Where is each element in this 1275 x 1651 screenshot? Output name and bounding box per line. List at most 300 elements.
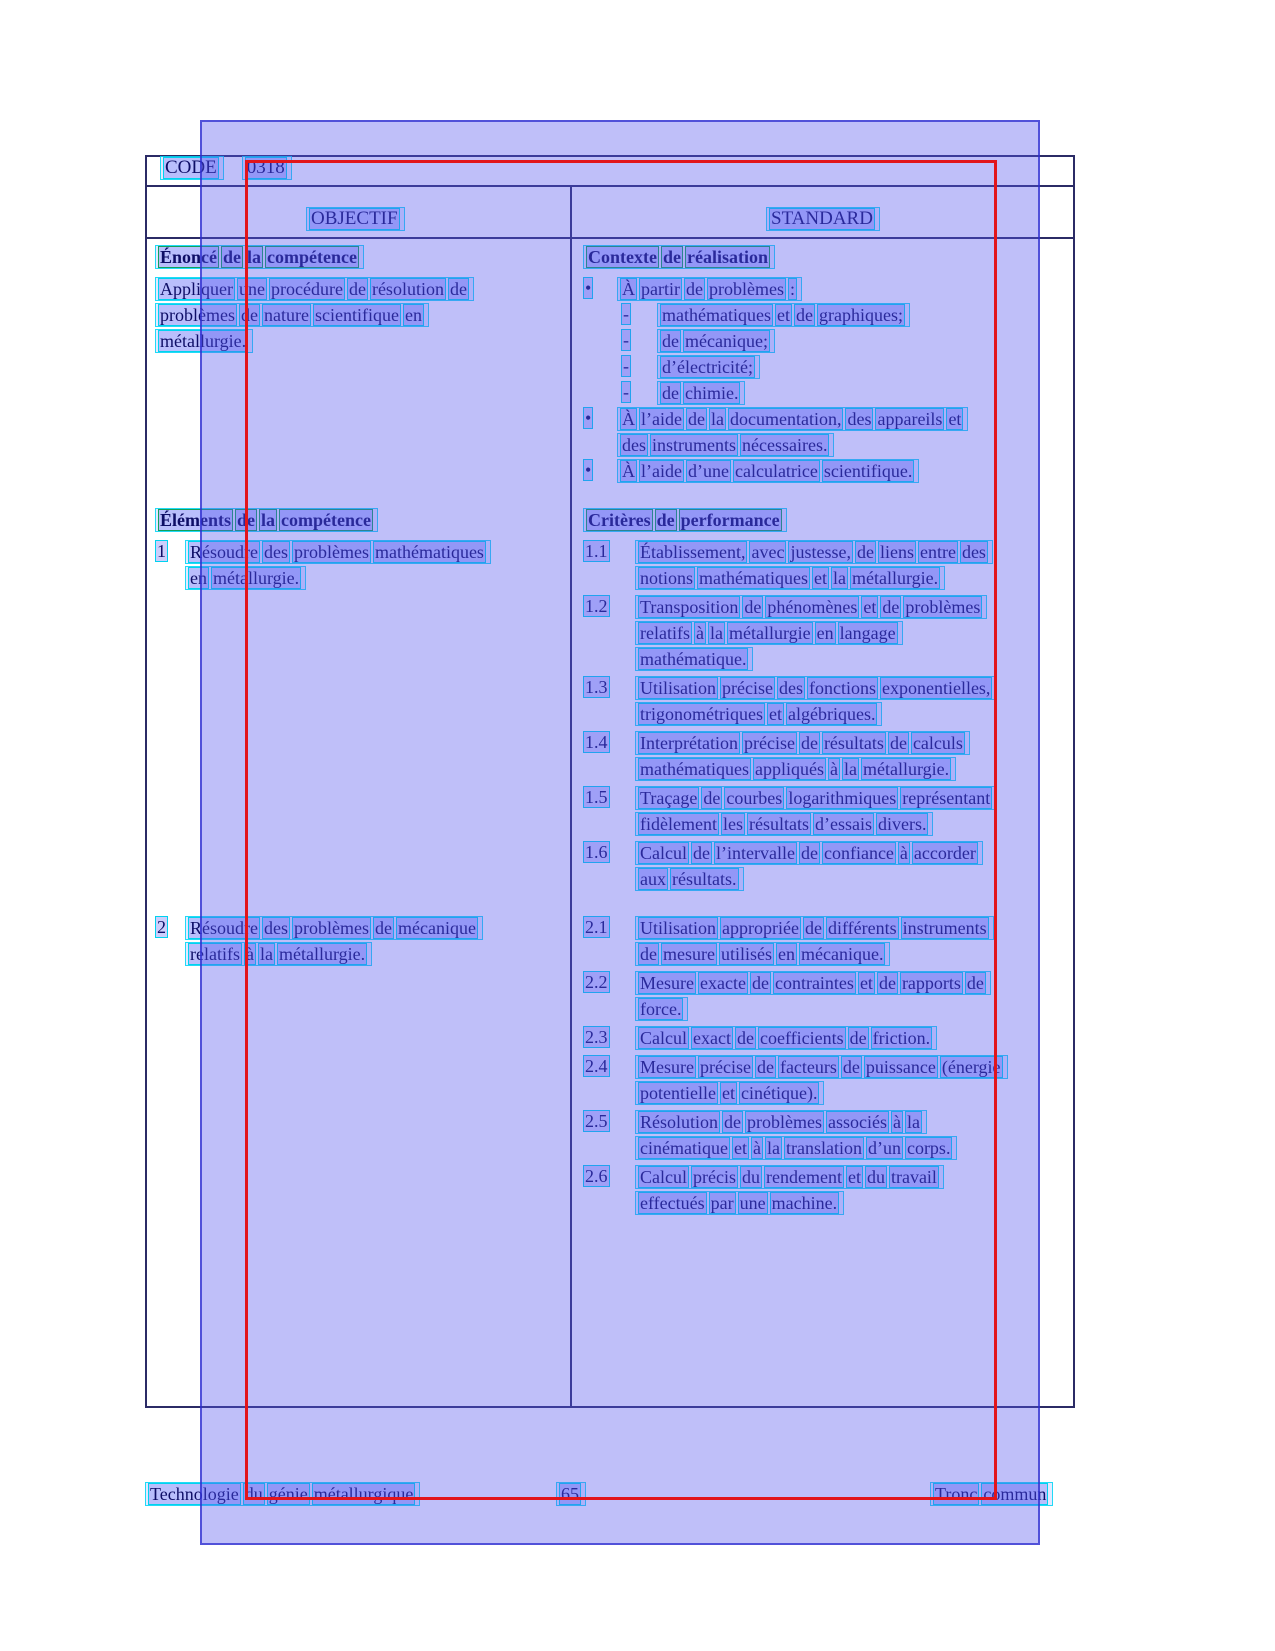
word-box: procédure <box>270 279 343 299</box>
word-box: exacte <box>699 973 746 993</box>
criterion-2-3 <box>583 1026 1075 1052</box>
word-box: résolution <box>371 279 444 299</box>
word-box: d’un <box>867 1138 901 1158</box>
criterion-text <box>635 540 1075 592</box>
word-box: utilisés <box>720 944 772 964</box>
word-box: 0318 <box>246 157 285 178</box>
word-box: et <box>768 704 782 724</box>
criterion-1-6 <box>583 841 1075 893</box>
table-line-below-code <box>145 185 1075 187</box>
text-line <box>635 1191 844 1215</box>
context-text <box>617 277 1075 303</box>
word-box: précise <box>722 678 773 698</box>
word-box: calculatrice <box>734 461 818 481</box>
word-box: Transposition <box>640 597 739 617</box>
word-box: du <box>741 1167 760 1187</box>
word-box: à <box>892 1112 901 1132</box>
word-box: 2.2 <box>585 972 608 992</box>
word-box: par <box>710 1193 734 1213</box>
word-box: contraintes <box>774 973 854 993</box>
text-line <box>635 621 903 645</box>
word-box: des <box>622 435 646 455</box>
word-box: accorder <box>913 843 976 863</box>
word-box: et <box>948 409 962 429</box>
criterion-number <box>583 1165 635 1187</box>
word-box: de <box>449 279 467 299</box>
word-box: du <box>866 1167 885 1187</box>
word-box: et <box>859 973 873 993</box>
word-box: À <box>622 409 635 429</box>
table-column-divider <box>570 185 572 1406</box>
word-box: métallurgique <box>313 1484 414 1504</box>
word-box: une <box>238 279 265 299</box>
word-box: de <box>237 510 255 530</box>
dash-icon <box>621 355 657 377</box>
word-box: de <box>800 733 818 753</box>
word-box: problèmes <box>905 597 981 617</box>
word-box: - <box>623 382 629 402</box>
section-title-contexte <box>583 245 775 269</box>
element-2 <box>155 916 567 971</box>
word-box: différents <box>827 918 897 938</box>
word-box: aux <box>640 869 666 889</box>
text-line <box>617 407 968 431</box>
word-box: de <box>223 247 242 267</box>
word-box: mathématiques <box>662 305 771 325</box>
code-label <box>160 156 224 180</box>
word-box: de <box>685 279 703 299</box>
context-text <box>657 381 1075 407</box>
word-box: des <box>847 409 872 429</box>
element-number <box>155 540 185 562</box>
word-box: compétence <box>267 247 357 267</box>
criterion-text <box>635 916 1075 968</box>
word-box: puissance <box>865 1057 936 1077</box>
context-item <box>583 277 1075 303</box>
word-box: métallurgie. <box>213 568 300 588</box>
word-box: liens <box>879 542 914 562</box>
word-box: de <box>640 944 657 964</box>
word-box: la <box>843 759 857 779</box>
criteria-group-1 <box>583 540 1075 896</box>
word-box: des <box>961 542 986 562</box>
word-box: Établissement, <box>640 542 746 562</box>
word-box: de <box>662 247 681 267</box>
word-box: la <box>709 623 723 643</box>
criterion-number <box>583 1110 635 1132</box>
word-box: 1.3 <box>585 677 608 697</box>
word-box: facteurs <box>779 1057 837 1077</box>
bullet-icon <box>583 407 617 429</box>
text-line <box>185 566 306 590</box>
word-box: CODE <box>165 157 217 178</box>
word-box: Appliquer <box>160 279 233 299</box>
text-line <box>185 540 491 564</box>
word-box: génie <box>268 1484 308 1504</box>
bullet-icon <box>583 277 617 299</box>
word-box: de <box>751 973 769 993</box>
word-box: cinétique). <box>740 1083 818 1103</box>
word-box: d’essais <box>814 814 872 834</box>
element-row <box>155 540 567 592</box>
criterion-number <box>583 786 635 808</box>
table-border-bottom <box>145 1406 1075 1408</box>
footer-page-number <box>556 1482 586 1506</box>
word-box: mécanique <box>397 918 476 938</box>
text-line <box>635 757 956 781</box>
criterion-text <box>635 786 1075 838</box>
word-box: les <box>722 814 743 834</box>
word-box: nature <box>263 305 309 325</box>
word-box: métallurgie. <box>851 568 939 588</box>
text-line <box>635 647 753 671</box>
word-box: à <box>695 623 704 643</box>
word-box: à <box>752 1138 761 1158</box>
bullet-icon <box>583 459 617 481</box>
word-box: l’intervalle <box>716 843 795 863</box>
word-box: documentation, <box>729 409 842 429</box>
word-box: algébriques. <box>787 704 876 724</box>
context-text <box>617 407 1075 459</box>
word-box: 1.2 <box>585 596 608 616</box>
word-box: de <box>842 1057 860 1077</box>
text-line <box>155 303 429 327</box>
text-line <box>635 1055 1008 1079</box>
word-box: scientifique. <box>823 461 913 481</box>
word-box: mathématiques <box>699 568 808 588</box>
word-box: de <box>856 542 874 562</box>
word-box: de <box>795 305 813 325</box>
word-box: • <box>585 278 592 298</box>
criterion-text <box>635 1110 1075 1162</box>
context-subitem <box>621 303 1075 329</box>
text-line <box>635 1026 937 1050</box>
criterion-2-1 <box>583 916 1075 968</box>
word-box: À <box>622 279 635 299</box>
word-box: Résoudre <box>190 918 258 938</box>
word-box: et <box>721 1083 735 1103</box>
text-line <box>635 841 983 865</box>
criterion-number <box>583 971 635 993</box>
text-line <box>657 381 745 405</box>
word-box: 1.1 <box>585 541 608 561</box>
word-box: Utilisation <box>640 678 716 698</box>
criterion-number <box>583 1026 635 1048</box>
criterion-1-5 <box>583 786 1075 838</box>
word-box: nécessaires. <box>742 435 828 455</box>
word-box: de <box>724 1112 742 1132</box>
word-box: avec <box>751 542 785 562</box>
word-box: 65 <box>561 1484 579 1504</box>
word-box: Résoudre <box>190 542 258 562</box>
word-box: de <box>374 918 392 938</box>
word-box: commun <box>983 1484 1047 1504</box>
word-box: langage <box>839 623 896 643</box>
word-box: 2.3 <box>585 1027 608 1047</box>
criterion-number <box>583 841 635 863</box>
word-box: de <box>744 597 762 617</box>
word-box: coefficients <box>759 1028 844 1048</box>
word-box: de <box>662 383 679 403</box>
word-box: 2.6 <box>585 1166 608 1186</box>
word-box: Calcul <box>640 1167 687 1187</box>
word-box: mathématique. <box>640 649 747 669</box>
word-box: métallurgie. <box>278 944 366 964</box>
word-box: partir <box>641 279 680 299</box>
word-box: friction. <box>872 1028 931 1048</box>
criterion-1-1 <box>583 540 1075 592</box>
word-box: mécanique; <box>685 331 768 351</box>
word-box: métallurgie. <box>862 759 950 779</box>
criterion-2-5 <box>583 1110 1075 1162</box>
word-box: de <box>240 305 258 325</box>
word-box: et <box>813 568 827 588</box>
word-box: associés <box>828 1112 887 1132</box>
word-box: appliqués <box>754 759 824 779</box>
word-box: réalisation <box>686 247 768 267</box>
word-box: problèmes <box>160 305 235 325</box>
dash-icon <box>621 381 657 403</box>
word-box: du <box>244 1484 263 1504</box>
text-line <box>657 355 760 379</box>
text-line <box>617 277 802 301</box>
word-box: (énergie <box>941 1057 1001 1077</box>
word-box: effectués <box>640 1193 705 1213</box>
word-box: Énoncé <box>160 247 218 267</box>
text-line <box>635 1165 944 1189</box>
word-box: de <box>800 843 818 863</box>
footer-document-title <box>145 1482 420 1506</box>
word-box: l’aide <box>641 461 682 481</box>
element-row <box>155 916 567 968</box>
word-box: de <box>736 1028 754 1048</box>
word-box: de <box>348 279 366 299</box>
code-row <box>160 156 292 182</box>
dash-icon <box>621 329 657 351</box>
word-box: Mesure <box>640 1057 694 1077</box>
word-box: • <box>585 460 592 480</box>
word-box: logarithmiques <box>788 788 897 808</box>
word-box: Utilisation <box>640 918 716 938</box>
word-box: instruments <box>652 435 736 455</box>
word-box: exponentielles, <box>881 678 991 698</box>
word-box: à <box>245 944 254 964</box>
text-line <box>657 329 775 353</box>
word-box: à <box>829 759 838 779</box>
word-box: 2 <box>157 917 166 937</box>
word-box: la <box>247 247 262 267</box>
word-box: précise <box>699 1057 751 1077</box>
word-box: d’une <box>687 461 729 481</box>
criteria-group-2 <box>583 916 1075 1220</box>
element-text <box>185 540 567 592</box>
criterion-number <box>583 676 635 698</box>
context-text <box>617 459 1075 485</box>
text-line <box>185 916 483 940</box>
context-text <box>657 355 1075 381</box>
word-box: entre <box>919 542 956 562</box>
criterion-number <box>583 595 635 617</box>
word-box: en <box>190 568 207 588</box>
word-box: en <box>778 944 795 964</box>
word-box: la <box>832 568 846 588</box>
text-line <box>185 942 372 966</box>
text-line <box>635 1136 957 1160</box>
text-line <box>617 433 834 457</box>
criterion-text <box>635 971 1075 1023</box>
word-box: compétence <box>281 510 371 530</box>
word-box: instruments <box>902 918 987 938</box>
word-box: et <box>863 597 877 617</box>
word-box: : <box>789 279 795 299</box>
text-line <box>635 1110 927 1134</box>
word-box: métallurgie. <box>160 331 247 351</box>
word-box: Contexte <box>588 247 657 267</box>
word-box: À <box>622 461 635 481</box>
criterion-2-4 <box>583 1055 1075 1107</box>
word-box: des <box>778 678 803 698</box>
word-box: STANDARD <box>771 208 873 229</box>
word-box: rendement <box>765 1167 842 1187</box>
word-box: machine. <box>771 1193 838 1213</box>
word-box: • <box>585 408 592 428</box>
text-line <box>635 997 688 1021</box>
word-box: Interprétation <box>640 733 738 753</box>
word-box: de <box>966 973 984 993</box>
element-text <box>185 916 567 968</box>
text-line <box>635 971 991 995</box>
word-box: de <box>756 1057 774 1077</box>
word-box: travail <box>890 1167 937 1187</box>
word-box: notions <box>640 568 694 588</box>
criterion-text <box>635 676 1075 728</box>
word-box: de <box>878 973 896 993</box>
word-box: mathématiques <box>374 542 484 562</box>
text-line <box>635 786 997 810</box>
word-box: mesure <box>663 944 715 964</box>
word-box: potentielle <box>640 1083 716 1103</box>
word-box: métallurgie <box>728 623 811 643</box>
word-box: - <box>623 330 629 350</box>
word-box: Calcul <box>640 1028 687 1048</box>
word-box: 1 <box>157 541 166 561</box>
word-box: mathématiques <box>640 759 749 779</box>
word-box: 1.6 <box>585 842 608 862</box>
word-box: translation <box>785 1138 862 1158</box>
word-box: de <box>662 331 679 351</box>
word-box: à <box>899 843 908 863</box>
word-box: calculs <box>912 733 963 753</box>
contexte-list <box>583 277 1075 485</box>
word-box: la <box>766 1138 780 1158</box>
word-box: Tronc <box>935 1484 978 1504</box>
word-box: fidèlement <box>640 814 717 834</box>
text-line <box>635 595 987 619</box>
word-box: force. <box>640 999 682 1019</box>
word-box: de <box>656 510 675 530</box>
text-line <box>635 867 744 891</box>
word-box: OBJECTIF <box>311 208 398 229</box>
column-header-objectif <box>306 207 405 231</box>
word-box: problèmes <box>708 279 784 299</box>
section-title-enonce <box>155 245 364 269</box>
word-box: confiance <box>823 843 894 863</box>
context-subitem <box>621 355 1075 381</box>
word-box: relatifs <box>190 944 240 964</box>
word-box: des <box>263 918 288 938</box>
criterion-1-4 <box>583 731 1075 783</box>
word-box: mécanique. <box>801 944 884 964</box>
word-box: de <box>889 733 907 753</box>
code-value <box>242 156 292 180</box>
word-box: graphiques; <box>818 305 903 325</box>
table-line-below-header <box>145 237 1075 239</box>
word-box: représentant <box>902 788 991 808</box>
word-box: une <box>739 1193 766 1213</box>
word-box: de <box>693 843 710 863</box>
criterion-text <box>635 1055 1075 1107</box>
word-box: scientifique <box>314 305 399 325</box>
word-box: et <box>776 305 790 325</box>
word-box: justesse, <box>790 542 851 562</box>
text-line <box>635 702 882 726</box>
word-box: précise <box>743 733 795 753</box>
word-box: Critères <box>588 510 651 530</box>
word-box: d’électricité; <box>662 357 753 377</box>
criterion-number <box>583 1055 635 1077</box>
word-box: exact <box>693 1028 731 1048</box>
context-text <box>657 303 1075 329</box>
column-header-standard <box>766 207 880 231</box>
word-box: divers. <box>877 814 927 834</box>
text-line <box>635 942 890 966</box>
criterion-text <box>635 1026 1075 1052</box>
context-text <box>657 329 1075 355</box>
word-box: en <box>404 305 422 325</box>
word-box: résultats <box>823 733 884 753</box>
word-box: et <box>847 1167 861 1187</box>
text-line <box>635 1081 824 1105</box>
text-line <box>635 540 993 564</box>
criterion-2-2 <box>583 971 1075 1023</box>
word-box: problèmes <box>293 918 369 938</box>
word-box: précis <box>693 1167 736 1187</box>
word-box: appareils <box>877 409 943 429</box>
word-box: et <box>733 1138 747 1158</box>
word-box: courbes <box>726 788 783 808</box>
element-number <box>155 916 185 938</box>
text-line <box>635 731 970 755</box>
word-box: 1.4 <box>585 732 608 752</box>
word-box: de <box>882 597 900 617</box>
word-box: 2.5 <box>585 1111 608 1131</box>
word-box: Calcul <box>640 843 687 863</box>
word-box: appropriée <box>722 918 799 938</box>
word-box: 1.5 <box>585 787 608 807</box>
word-box: l’aide <box>641 409 682 429</box>
table-border-left <box>145 155 147 1408</box>
criterion-2-6 <box>583 1165 1075 1217</box>
word-box: de <box>849 1028 867 1048</box>
word-box: la <box>259 944 273 964</box>
footer-section-label <box>930 1482 1053 1506</box>
section-title-criteres <box>583 508 787 532</box>
word-box: la <box>710 409 724 429</box>
word-box: de <box>703 788 721 808</box>
criterion-1-3 <box>583 676 1075 728</box>
word-box: performance <box>680 510 780 530</box>
criterion-text <box>635 1165 1075 1217</box>
